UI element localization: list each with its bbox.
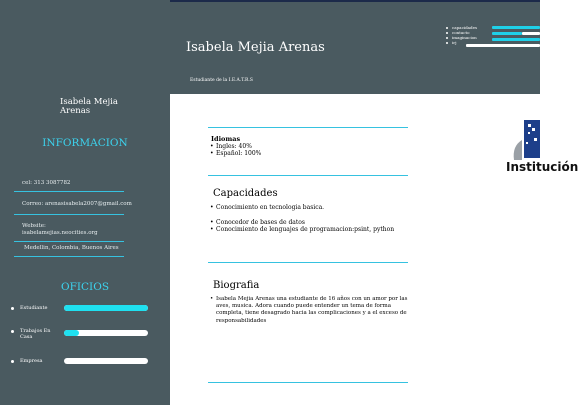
skill-bar: [64, 330, 148, 336]
list-item: • Conocimiento en tecnologia basica.: [210, 204, 394, 211]
skill-label: Empresa: [20, 358, 43, 364]
info-heading: INFORMACION: [42, 137, 128, 149]
institution-logo-text: Institución: [506, 160, 578, 174]
info-divider: [14, 241, 124, 242]
sidebar-name: Isabela Mejia Arenas: [60, 97, 118, 116]
list-item: • Conocimiento de lenguajes de programacion:psint, python: [210, 226, 394, 233]
nav-item-capacidades[interactable]: capacidades: [446, 25, 477, 30]
info-divider: [14, 256, 124, 257]
nav-bar: [492, 38, 540, 41]
page-subtitle: Estudiante de la I.E.A.T.R.S: [190, 78, 253, 83]
section-divider: [208, 175, 408, 176]
nav-bar: [522, 32, 540, 35]
nav-item-irj[interactable]: irj: [446, 40, 477, 45]
bullet-icon: [11, 307, 14, 310]
list-item: • Español: 100%: [210, 150, 261, 157]
nav-item-imaginacion[interactable]: imaginacion: [446, 35, 477, 40]
skill-bar: [64, 305, 148, 311]
info-divider: [14, 214, 124, 215]
biografia-title: Biografia: [213, 280, 260, 291]
section-divider: [208, 262, 408, 263]
nav-bar: [492, 26, 540, 29]
oficios-heading: OFICIOS: [60, 281, 110, 293]
bullet-icon: [11, 330, 14, 333]
nav-bar: [466, 44, 540, 47]
header: [170, 0, 540, 94]
website-link[interactable]: Website: isabelamejias.neocities.org: [22, 223, 98, 236]
bullet-icon: [11, 360, 14, 363]
sidebar: [0, 0, 170, 405]
section-divider: [208, 382, 408, 383]
skill-bar-fill: [64, 330, 79, 336]
nav-bar: [492, 32, 522, 35]
skill-label: Estudiante: [20, 305, 48, 311]
biografia-text: • Isabela Mejia Arenas una estudiante de 16 años con un amor por las aves, musica. Adora cuando puede entender un tema de forma completa, tiene desagrado hacia las complicaciones y a el exceso de responsabilidades: [210, 296, 408, 325]
email-text: Correo: arenasisabela2007@gmail.com: [22, 201, 132, 207]
list-item: • Conocedor de bases de datos: [210, 219, 394, 226]
capacidades-list: [210, 204, 394, 233]
capacidades-title: Capacidades: [213, 188, 278, 199]
section-divider: [208, 127, 408, 128]
header-topline: [170, 0, 540, 2]
page-title: Isabela Mejia Arenas: [186, 40, 325, 55]
nav-item-contacto[interactable]: contacto: [446, 30, 477, 35]
skill-bar: [64, 358, 148, 364]
list-item: • Ingles: 40%: [210, 143, 261, 150]
location-text: Medellin, Colombia, Buenos Aires: [24, 245, 119, 251]
phone-text: cel: 313 3087782: [22, 180, 71, 186]
header-nav: [446, 25, 477, 45]
idiomas-list: [210, 143, 261, 157]
skill-bar-fill: [64, 305, 148, 311]
skill-label: Trabajos En Casa: [20, 328, 51, 340]
info-divider: [14, 191, 124, 192]
idiomas-title: Idiomas: [211, 135, 241, 143]
